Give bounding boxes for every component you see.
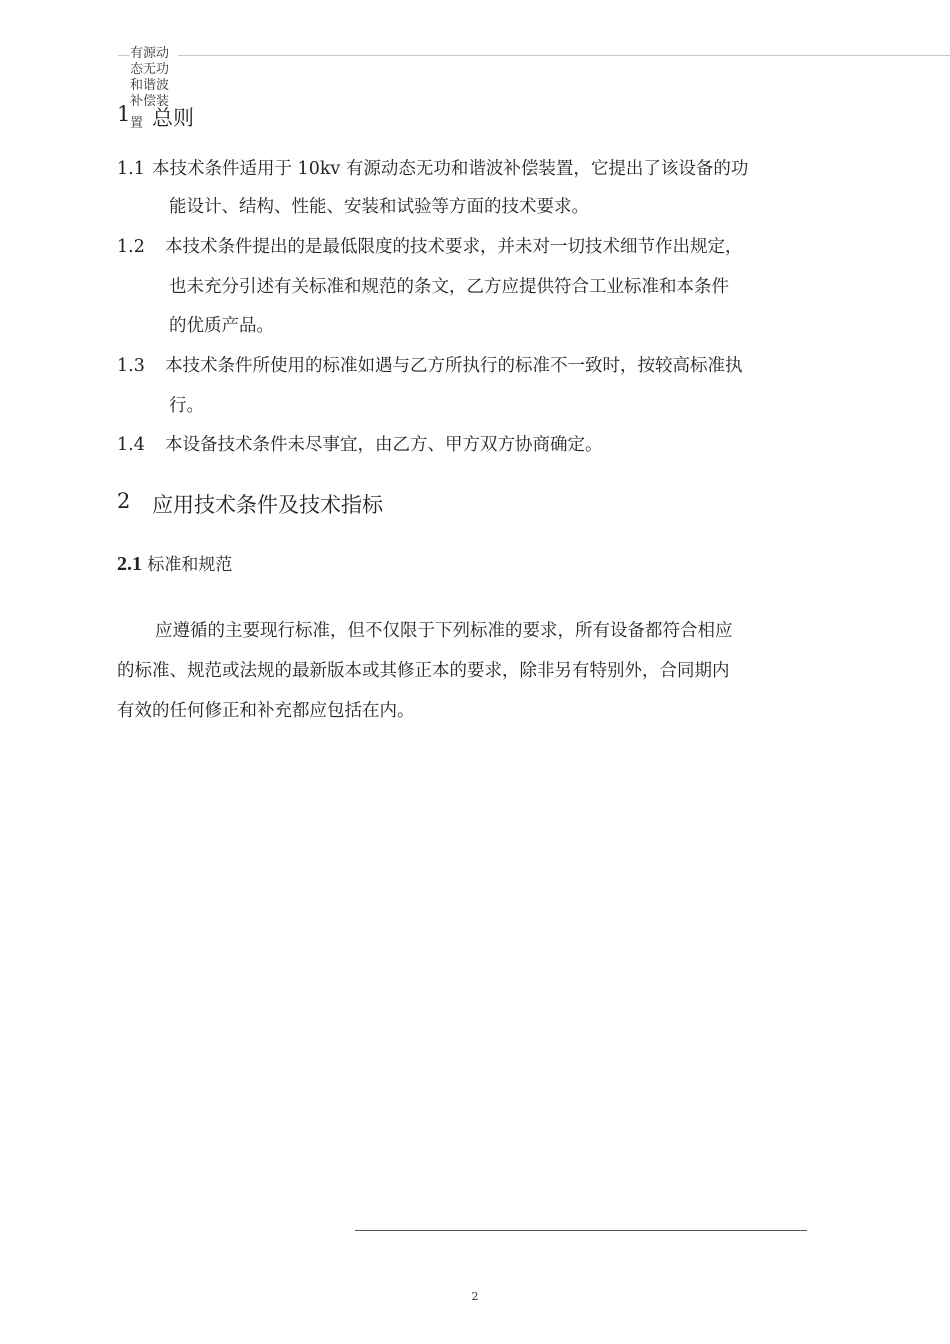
paragraph-line: 有效的任何修正和补充都应包括在内。 [117,701,415,721]
subsection-2-1-heading [117,550,232,576]
clause-line: 行。 [169,396,204,416]
header-label-line: 态无功 [130,62,170,77]
section-2-number: 2 [117,489,131,513]
clause-line: 本设备技术条件未尽事宜，由乙方、甲方双方协商确定。 [165,435,603,455]
clause-number: 1.3 [117,356,145,376]
clause-number: 1.2 [117,237,145,257]
clause-line: 也未充分引述有关标准和规范的条文，乙方应提供符合工业标准和本条件 [169,277,729,297]
subsection-title: 标准和规范 [147,555,233,575]
header-label-line: 和谐波 [130,78,170,93]
paragraph-line: 的标准、规范或法规的最新版本或其修正本的要求，除非另有特别外，合同期内 [117,661,730,681]
header-label-line: 有源动 [130,46,170,61]
clause-line: 本技术条件适用于 10kv 有源动态无功和谐波补偿装置，它提出了该设备的功 [152,159,749,179]
section-1-title: 总则 [152,106,194,130]
clause-number: 1.1 [117,159,145,179]
clause-line: 能设计、结构、性能、安装和试验等方面的技术要求。 [169,197,589,217]
clause-line: 的优质产品。 [169,316,274,336]
header-rule [118,55,950,56]
section-2-title: 应用技术条件及技术指标 [152,493,383,517]
paragraph-line: 应遵循的主要现行标准，但不仅限于下列标准的要求，所有设备都符合相应 [155,621,733,641]
clause-number: 1.4 [117,435,145,455]
subsection-number: 2.1 [117,553,142,575]
header-label-last: 置 [130,112,143,131]
header-label-line: 补偿装 [130,94,170,109]
clause-line: 本技术条件所使用的标准如遇与乙方所执行的标准不一致时，按较高标准执 [165,356,743,376]
clause-line: 本技术条件提出的是最低限度的技术要求，并未对一切技术细节作出规定， [165,237,743,257]
header-label [130,46,178,110]
section-1-number: 1 [117,102,131,126]
footer-rule [355,1230,807,1231]
page-number: 2 [471,1290,479,1303]
